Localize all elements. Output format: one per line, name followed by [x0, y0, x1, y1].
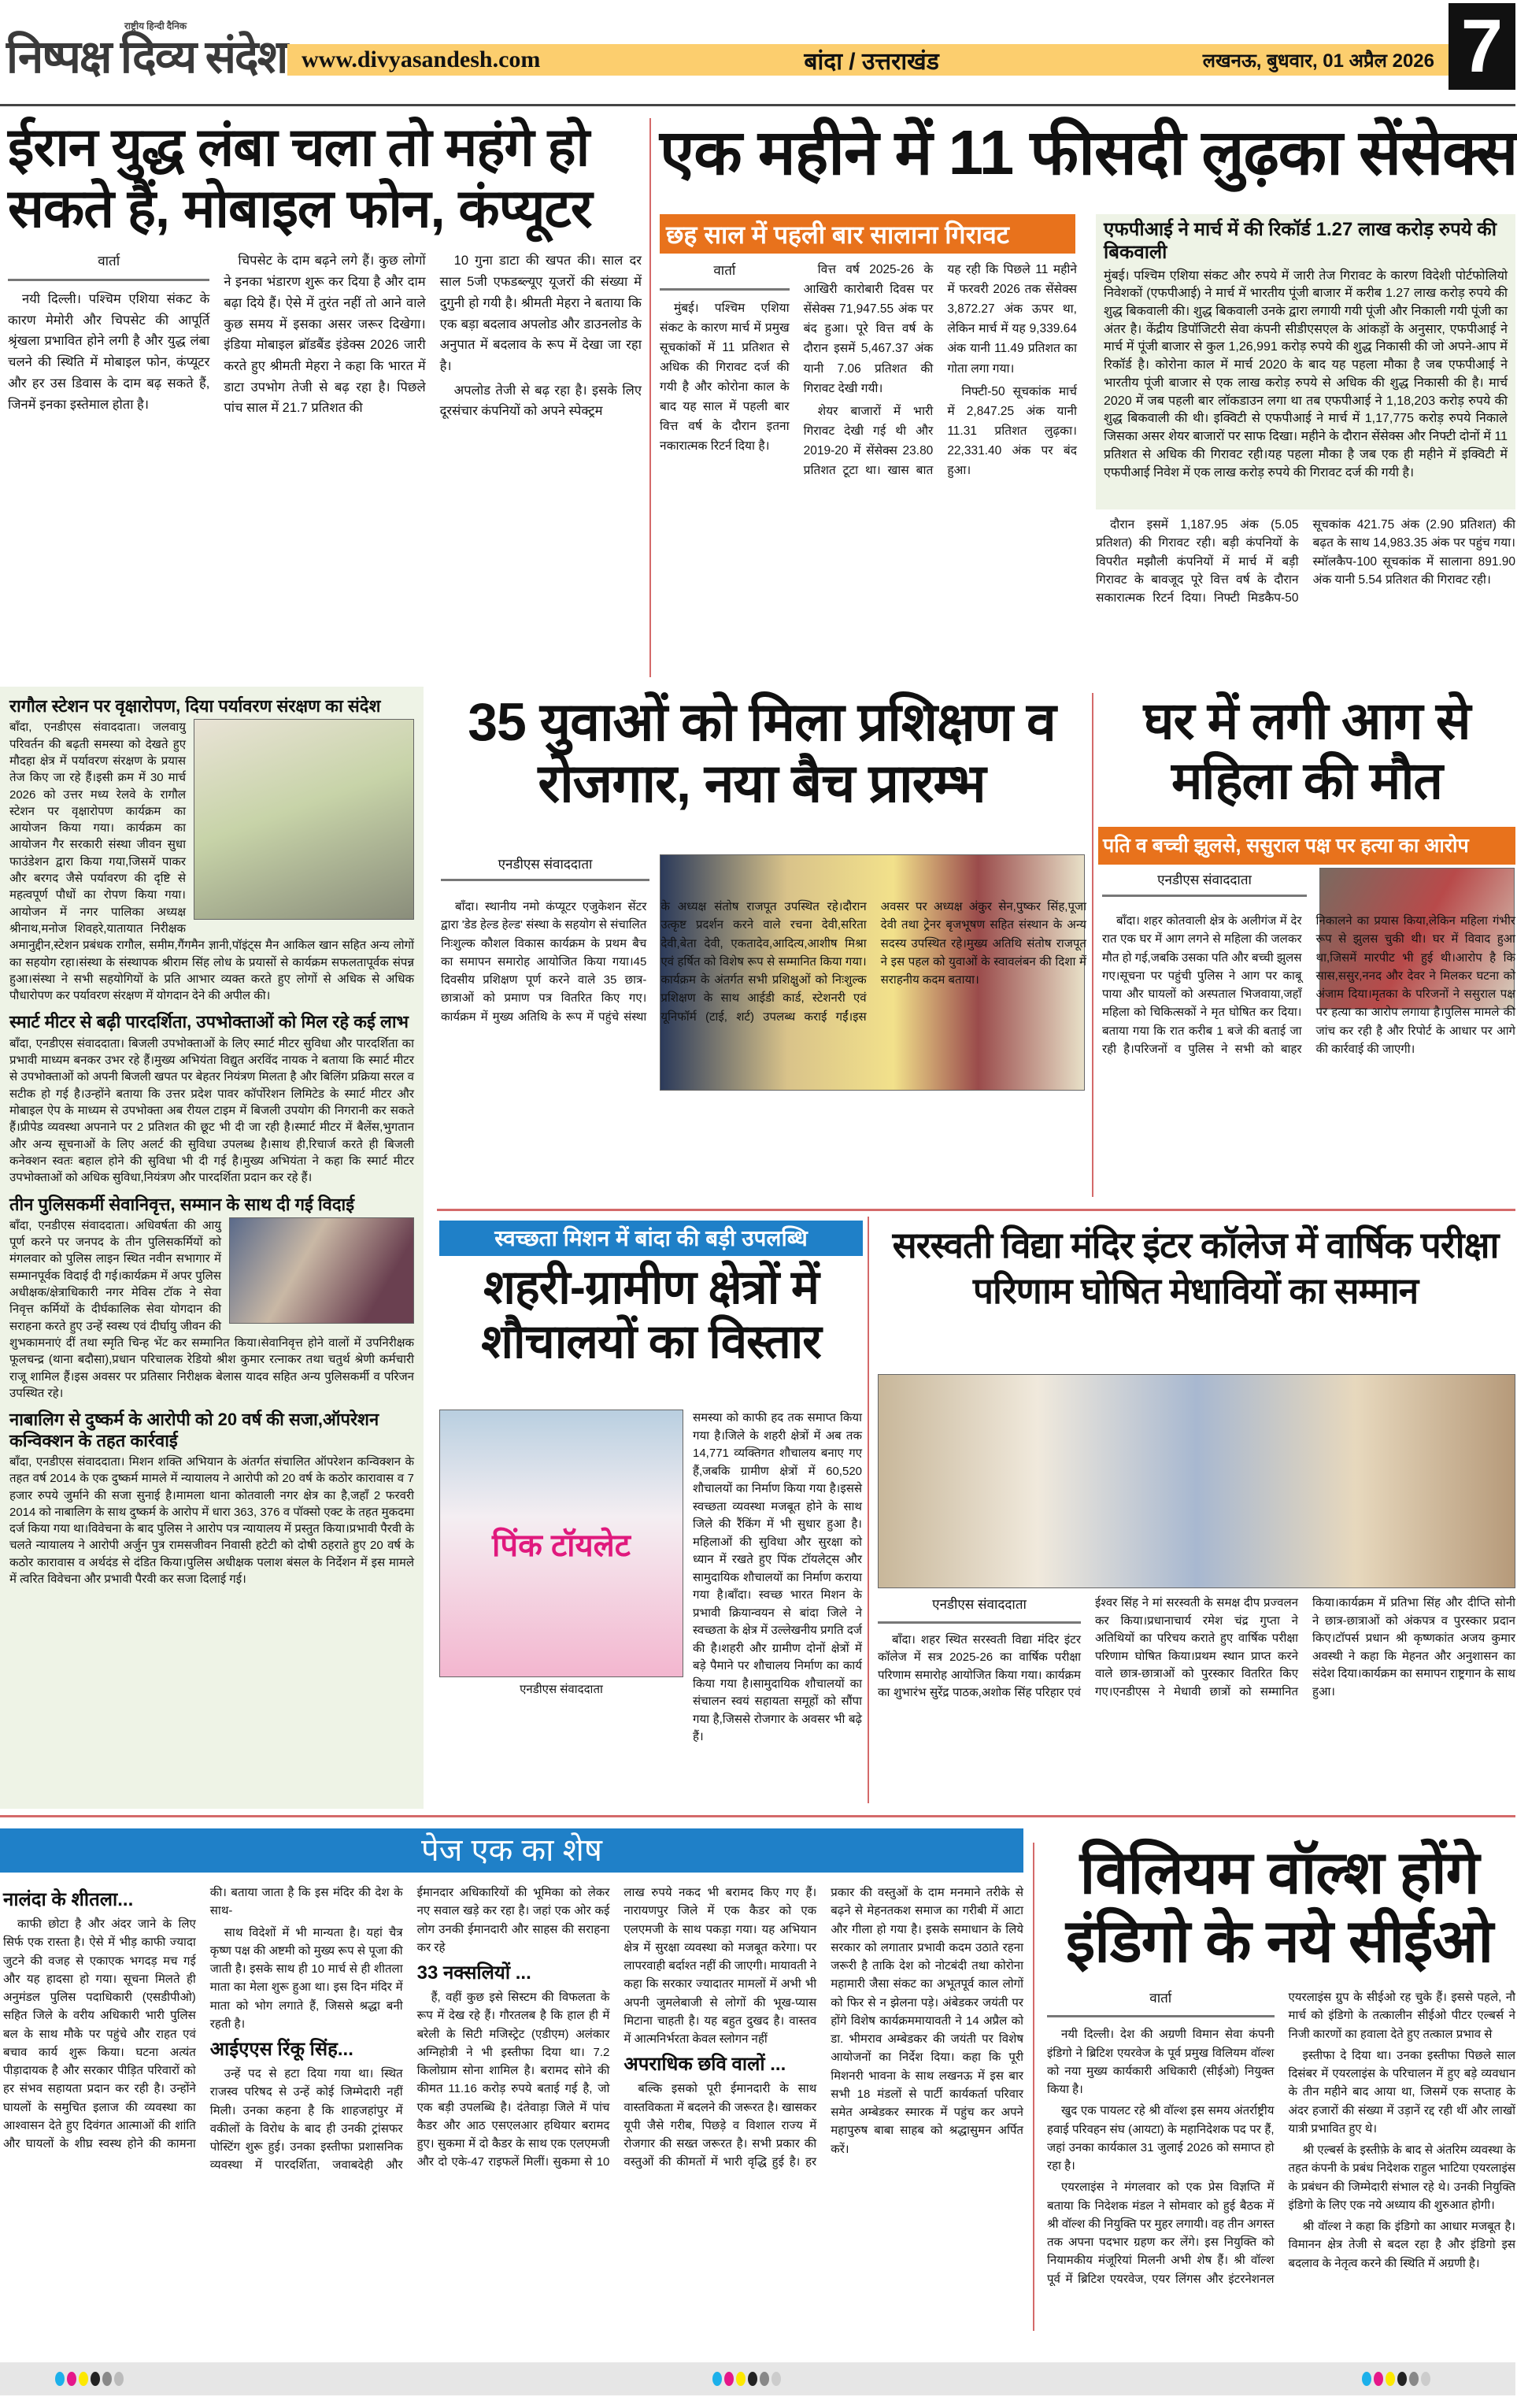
column-divider	[868, 1217, 869, 1803]
pocso-headline: नाबालिग से दुष्कर्म के आरोपी को 20 वर्ष की सजा,ऑपरेशन कन्विक्शन के तहत कार्रवाई	[9, 1410, 379, 1450]
logo-tagline: राष्ट्रीय हिन्दी दैनिक	[124, 20, 187, 31]
story-saraswati	[875, 1223, 1515, 1313]
dateline: लखनऊ, बुधवार, 01 अप्रैल 2026	[1202, 50, 1434, 72]
paragraph: काफी छोटा है और अंदर जाने के लिए सिर्फ एक रास्ता है। ऐसे में भीड़ काफी ज्यादा जुटने की वजह से एकाएक भगदड़ मच गई और यह हादसा हो गया। सूचना मिलते ही अनुमंडल पुलिस पदाधिकारी (एसडीपीओ) सहित जिले के वरीय अधिकारी भारी पुलिस बल के साथ मौके पर पहुंचे और राहत एवं बचाव कार्य शुरू किया। घटना अत्यंत पीड़ादायक है और सरकार पीड़ित परिवारों को हर संभव सहायता प्रदान कर रही है। उन्होंने घायलों के समुचित इलाज की व्यवस्था का आश्वासन देते हुए दिवंगत आत्माओं की शांति और घायलों के शीघ्र स्वस्थ होने की कामना की। बताया जाता है कि इस मंदिर की देश के साथ-	[3, 1886, 403, 2151]
byline: एनडीएस संवाददाता	[1102, 870, 1307, 897]
newspaper-logo	[6, 20, 287, 87]
tree-planting-photo	[194, 719, 414, 920]
paragraph: उन्हें पद से हटा दिया गया था। स्थित राजस्व परिषद से उन्हें कोई जिम्मेदारी नहीं मिली। उनका कहना है कि शाहजहांपुर में वकीलों के विरोध के बाद ही उनकी ट्रांसफर पोस्टिंग शुरू हुई। उनका इस्तीफा प्रशासनिक व्यवस्था में पारदर्शिता, जवाबदेही और ईमानदार अधिकारियों की भूमिका को लेकर नए सवाल खड़े कर रहा है। जहां एक ओर कई लोग उनकी ईमानदारी और साहस की सराहना कर रहे	[209, 1886, 610, 2173]
sensex-body	[660, 260, 1077, 677]
page-number: 7	[1449, 3, 1515, 90]
paragraph: नयी दिल्ली। पश्चिम एशिया संकट के कारण मेमोरी और चिपसेट की आपूर्ति श्रृंखला प्रभावित होने लगी है और युद्ध लंबा चलने की स्थिति में मोबाइल फोन, कंप्यूटर और हर उस डिवास के दाम बढ़ सकते हैं, जिनमें इनका इस्तेमाल होता है।	[8, 291, 210, 412]
photo-sign-text: पिंक टॉयलेट	[492, 1528, 631, 1563]
students-award-photo	[878, 1374, 1515, 1588]
headline: एक महीने में 11 फीसदी लुढ़का सेंसेक्स	[660, 117, 1517, 187]
sensex-subhead: छह साल में पहली बार सालाना गिरावट	[660, 214, 1075, 254]
ragaul-headline: रागौल स्टेशन पर वृक्षारोपण, दिया पर्यावरण संरक्षण का संदेश	[9, 696, 381, 716]
paragraph: 10 गुना डाटा की खपत की। साल दर साल 5जी एफडब्ल्यूए यूजरों की संख्या में दुगुनी हो गयी है। श्रीमती मेहरा ने बताया कि एक बड़ा बदलाव अपलोड और डाउनलोड के अनुपात में बदलाव के रूप में देखा जा रहा है।	[439, 254, 642, 373]
training-body	[441, 898, 1086, 1201]
training-body-col	[441, 854, 649, 889]
paragraph: चिपसेट के दाम बढ़ने लगे हैं। कुछ लोगों ने इनका भंडारण शुरू कर दिया है और दाम बढ़ा दिये हैं। ऐसे में तुरंत नहीं तो आने वाले कुछ समय में इसका असर जरूर दिखेगा। इंडिया मोबाइल ब्रॉडबैंड इंडेक्स 2026 जारी करते हुए श्रीमती मेहरा ने कहा कि भारत में डाटा उपभोग तेजी से बढ़ रहा है। पिछले पांच साल में 21.7 प्रतिशत की	[224, 254, 426, 416]
continued-banner: पेज एक का शेष	[0, 1828, 1023, 1873]
story-swachh	[439, 1260, 863, 1369]
section-divider	[0, 1815, 1515, 1817]
print-registration-bar	[0, 2362, 1515, 2395]
fire-subhead: पति व बच्ची झुलसे, ससुराल पक्ष पर हत्या का आरोप	[1098, 827, 1515, 865]
header-divider	[0, 104, 1515, 106]
paragraph: इस्तीफा दे दिया था। उनका इस्तीफा पिछले साल दिसंबर में एयरलाइंस के परिचालन में हुए बड़े व्यवधान के तीन महीने बाद आया था, जिसमें एक सप्ताह के अंदर हजारों की संख्या में उड़ानें रद्द रही थीं और लाखों यात्री प्रभावित हुए थे।	[1288, 2048, 1515, 2136]
byline: एनडीएस संवाददाता	[441, 854, 649, 881]
paragraph: बाँदा। स्थानीय नमो कंप्यूटर एजुकेशन सेंटर द्वारा 'डेड हेल्ड हेल्ड' संस्था के सहयोग से संचालित निःशुल्क कौशल विकास कार्यक्रम के प्रथम बैच का समापन समारोह आयोजित किया गया।45 दिवसीय प्रशिक्षण पूर्ण करने वाले 35 छात्र-छात्राओं को प्रमाण पत्र वितरित किए गए।कार्यक्रम में मुख्य अतिथि के रूप में पहुंचे संस्था के अध्यक्ष संतोष राजपूत उपस्थित रहे।दौरान उत्कृष्ट प्रदर्शन करने वाले रचना देवी,सरिता देवी,बेता देवी, एकतादेव,आदित्य,आशीष मिश्रा एवं हर्षित को विशेष रूप से सम्मानित किया गया।कार्यक्रम के अंतर्गत सभी प्रशिक्षुओं को निःशुल्क प्रशिक्षण के साथ आईडी कार्ड, स्टेशनरी एवं यूनिफॉर्म (टाई, शर्ट) उपलब्ध कराई गईं।इस अवसर पर अध्यक्ष अंकुर सेन,पुष्कर सिंह,पूजा देवी तथा ट्रेनर बृजभूषण सहित संस्थान के अन्य सदस्य उपस्थित रहे।मुख्य अतिथि संतोष राजपूत ने इस पहल को युवाओं के स्वावलंबन की दिशा में सराहनीय कदम बताया।	[441, 900, 1086, 1024]
farewell-photo	[229, 1217, 414, 1324]
smartmeter-body: बाँदा, एनडीएस संवाददाता। बिजली उपभोक्ताओं के लिए स्मार्ट मीटर सुविधा और पारदर्शिता का प्रभावी माध्यम बनकर उभर रहे हैं।मुख्य अभियंता विद्युत अरविंद नायक ने बताया कि स्मार्ट मीटर से उपभोक्ताओं को अपनी बिजली खपत पर बेहतर नियंत्रण मिलता है और बिलिंग प्रक्रिया सरल व सटीक हो गई है।उन्होंने बताया कि उत्तर प्रदेश पावर कॉर्पोरेशन लिमिटेड के स्मार्ट मीटर और मोबाइल ऐप के माध्यम से उपभोक्ता अब रीयल टाइम में बिजली उपयोग की निगरानी कर सकते हैं।प्रीपेड व्यवस्था अपनाने पर 2 प्रतिशत की छूट भी दी जा रही है।स्मार्ट मीटर में बैलेंस,भुगतान और अन्य सूचनाओं के लिए अलर्ट की सुविधा उपलब्ध है।साथ ही,रिचार्ज करते ही बिजली कनेक्शन स्वतः बहाल होने की सुविधा भी दी गई है।मुख्य अभियंता ने कहा कि स्मार्ट मीटर उपभोक्ताओं को अधिक सुविधा,नियंत्रण और पारदर्शिता प्रदान कर रहे हैं।	[9, 1036, 414, 1185]
website-link[interactable]: www.divyasandesh.com	[302, 46, 541, 72]
paragraph: अपलोड तेजी से बढ़ रहा है। इसके लिए दूरसंचार कंपनियों को अपने स्पेक्ट्रम	[439, 383, 642, 419]
byline: वार्ता	[660, 260, 790, 291]
headline: सरस्वती विद्या मंदिर इंटर कॉलेज में वार्षिक परीक्षा परिणाम घोषित मेधावियों का सम्मान	[892, 1224, 1499, 1311]
police-headline: तीन पुलिसकर्मी सेवानिवृत्त, सम्मान के साथ दी गई विदाई	[9, 1194, 355, 1214]
pink-toilet-photo	[439, 1410, 683, 1677]
subhead: अपराधिक छवि वालों ...	[623, 2054, 786, 2076]
column-divider	[1092, 693, 1093, 1197]
paragraph: निफ्टी-50 सूचकांक मार्च में 2,847.25 अंक यानी 11.31 प्रतिशत लुढ़का। 22,331.40 अंक पर बंद हुआ।	[947, 384, 1077, 478]
subhead: नालंदा के शीतला...	[3, 1889, 134, 1910]
fpi-extra	[1096, 516, 1515, 677]
column-divider	[1033, 1843, 1034, 2331]
saraswati-body	[878, 1595, 1515, 1803]
story-sensex	[660, 117, 1517, 189]
headline: शहरी-ग्रामीण क्षेत्रों में शौचालयों का विस्तार	[481, 1261, 821, 1368]
section-name: बांदा / उत्तराखंड	[804, 48, 939, 75]
fpi-body: मुंबई। पश्चिम एशिया संकट और रुपये में जारी तेज गिरावट के कारण विदेशी पोर्टफोलियो निवेशकों (एफपीआई) ने मार्च में भारतीय पूंजी बाजार में करीब 1.27 लाख करोड़ रुपये की शुद्ध बिकवाली की। शुद्ध बिकवाली उनके द्वारा लगायी गयी पूंजी और निकाली गयी पूंजी का अंतर है। केंद्रीय डिपॉजिटरी सेवा कंपनी सीडीएसएल के आंकड़ों के अनुसार, एफपीआई ने मार्च में पूंजी बाजार से कुल 1,26,991 करोड़ रुपये की शुद्ध निकासी की जो अपने-आप में रिकॉर्ड है। कोरोना काल में मार्च 2020 के बाद यह पहला मौका है जब एफपीआई ने भारतीय पूंजी बाजार से एक लाख करोड़ रुपये से अधिक की शुद्ध निकासी की है। मार्च 2020 में जब पहली बार लॉकडाउन लगा था तब एफपीआई ने 1,18,203 करोड़ रुपये की शुद्ध बिकवाली की थी। इक्विटी से एफपीआई ने मार्च में 1,17,775 करोड़ रुपये निकाले जिसका असर शेयर बाजारों पर साफ दिखा। महीने के दौरान सेंसेक्स और निफ्टी दोनों में 11 प्रतिशत से अधिक की गिरावट रही।यह पहला मौका है जब एक ही महीने में इक्विटी में एफपीआई निवेश में एक लाख करोड़ रुपये की गिरावट दर्ज की गयी है।	[1104, 269, 1508, 480]
cmyk-dots	[712, 2372, 781, 2386]
fpi-box	[1096, 214, 1515, 509]
paragraph: शेयर बाजारों में भारी गिरावट देखी गई थी और 2019-20 में सेंसेक्स 23.80 प्रतिशत टूटा था। खास बात यह रही कि पिछले 11 महीने में फरवरी 2026 तक सेंसेक्स 3,872.27 अंक ऊपर था, लेकिन मार्च में यह 9,339.64 अंक यानी 11.49 प्रतिशत का गोता लगा गया।	[803, 263, 1077, 478]
cmyk-dots	[1362, 2372, 1430, 2386]
story-training	[437, 691, 1086, 814]
paragraph: बाँदा। शहर स्थित सरस्वती विद्या मंदिर इंटर कॉलेज में सत्र 2025-26 का वार्षिक परीक्षा परिणाम समारोह आयोजित किया गया। कार्यक्रम का शुभारंभ सुरेंद्र पाठक,अशोक सिंह परिहार एवं ईश्वर सिंह ने मां सरस्वती के समक्ष दीप प्रज्वलन कर किया।प्रधानाचार्य रमेश चंद्र गुप्ता ने अतिथियों का परिचय कराते हुए वार्षिक परीक्षा परिणाम घोषित किया।प्रथम स्थान प्राप्त करने वाले छात्र-छात्राओं को पुरस्कार वितरित किए गए।एनडीएस ने मेधावी छात्रों को सम्मानित किया।कार्यक्रम में प्रतिभा सिंह और दीप्ति सोनी ने छात्र-छात्राओं को अंकपत्र व पुरस्कार प्रदान किए।टॉपर्स प्रधान श्री कृष्णकांत अजय कुमार अवस्थी ने कहा कि मेहनत और अनुशासन का संदेश दिया।कार्यक्रम का समापन राष्ट्रगान के साथ हुआ।	[878, 1596, 1515, 1699]
paragraph: एयरलाइंस ने मंगलवार को एक प्रेस विज्ञप्ति में बताया कि निदेशक मंडल ने सोमवार को हुई बैठक में श्री वॉल्श की नियुक्ति पर मुहर लगायी। वह तीन अगस्त तक अपना पदभार ग्रहण कर लेंगे। इस नियुक्ति को नियामकीय मंजूरियां मिलनी अभी शेष हैं। श्री वॉल्श पूर्व में ब्रिटिश एयरवेज, एयर लिंगस और इंटरनेशनल एयरलाइंस ग्रुप के सीईओ रह चुके हैं। इससे पहले, नौ मार्च को इंडिगो के तत्कालीन सीईओ पीटर एल्बर्स ने निजी कारणों का हवाला देते हुए तत्काल प्रभाव से	[1047, 1991, 1515, 2286]
column-divider	[649, 118, 651, 677]
headline: ईरान युद्ध लंबा चला तो महंगे हो सकते हैं, मोबाइल फोन, कंप्यूटर	[8, 117, 592, 239]
newspaper-name: निष्पक्ष दिव्य संदेश	[6, 31, 287, 83]
headline: विलियम वॉल्श होंगे इंडिगो के नये सीईओ	[1065, 1839, 1493, 1976]
paragraph: नयी दिल्ली। देश की अग्रणी विमान सेवा कंपनी इंडिगो ने ब्रिटिश एयरवेज के पूर्व प्रमुख विलियम वॉल्श को नया मुख्य कार्यकारी अधिकारी (सीईओ) नियुक्त किया है।	[1047, 2028, 1275, 2097]
story-iran	[8, 117, 642, 644]
fire-byline-wrap	[1102, 870, 1307, 905]
story-walsh	[1043, 1839, 1515, 1976]
subhead: आईएएस रिंकू सिंह...	[209, 2039, 353, 2060]
photo-caption: एनडीएस संवाददाता	[520, 1683, 603, 1696]
swachh-banner: स्वच्छता मिशन में बांदा की बड़ी उपलब्धि	[439, 1221, 863, 1256]
paragraph: हैं, वहीं कुछ इसे सिस्टम की विफलता के रूप में देख रहे हैं। गौरतलब है कि हाल ही में बरेली के सिटी मजिस्ट्रेट (एडीएम) अलंकार अग्निहोत्री ने भी इस्तीफा दिया था। 7.2 किलोग्राम सोना शामिल है। बरामद सोने की कीमत 11.16 करोड़ रुपये बताई गई है, जो एक बड़ी उपलब्धि है। दंतेवाड़ा जिले में पांच कैडर और आठ एसएलआर हथियार बरामद हुए। सुकमा में दो कैडर के साथ एक एलएमजी और दो एके-47 राइफलें मिलीं। सुकमा से 10 लाख रुपये नकद भी बरामद किए गए हैं। नारायणपुर जिले में एक कैडर को एक एलएमजी के साथ पकड़ा गया। यह अभियान क्षेत्र में सुरक्षा व्यवस्था को मजबूत करेगा। पर लापरवाही बर्दाश्त नहीं की जाएगी। मायावती ने कहा कि सरकार ज्यादातर मामलों में अभी भी अपनी जुमलेबाजी से लोगों की भूख-प्यास मिटाना चाहती है। यह बहुत दुखद है। वास्तव में आत्मनिर्भरता केवल स्लोगन नहीं	[416, 1886, 817, 2169]
paragraph: दौरान इसमें 1,187.95 अंक (5.05 प्रतिशत) की गिरावट रही। बड़ी कंपनियों के विपरीत मझौली कंपनियों में मार्च में बड़ी गिरावट के बावजूद पूरे वित्त वर्ष के दौरान सकारात्मक रिटर्न दिया। निफ्टी मिडकैप-50 सूचकांक 421.75 अंक (2.90 प्रतिशत) की बढ़त के साथ 14,983.35 अंक पर पहुंच गया। स्मॉलकैप-100 सूचकांक में सालाना 891.90 अंक यानी 5.54 प्रतिशत की गिरावट रही।	[1096, 518, 1515, 605]
header-bar	[287, 44, 1449, 76]
continued-body	[3, 1884, 1023, 2332]
paragraph: साथ विदेशों में भी मान्यता है। यहां चैत्र कृष्ण पक्ष की अष्टमी को मुख्य रूप से पूजा की जाती है। इसके साथ ही 10 मार्च से ही शीतला माता का मेला शुरू हुआ था। इस दिन मंदिर में माता को भोग लगाते हैं, जिससे श्रद्धा बनी रहती है।	[209, 1925, 403, 2031]
cmyk-dots	[55, 2372, 124, 2386]
walsh-body	[1047, 1988, 1515, 2335]
headline: 35 युवाओं को मिला प्रशिक्षण व रोजगार, नया बैच प्रारम्भ	[468, 692, 1056, 814]
byline: एनडीएस संवाददाता	[878, 1595, 1081, 1624]
pocso-body: बाँदा, एनडीएस संवाददाता। मिशन शक्ति अभियान के अंतर्गत संचालित ऑपरेशन कन्विक्शन के तहत वर्ष 2014 के एक दुष्कर्म मामले में न्यायालय ने आरोपी को 20 वर्ष के कठोर कारावास व 7 हजार रुपये जुर्माने की सजा सुनाई है।मामला थाना कोतवाली नगर क्षेत्र का है,जहाँ 2 फरवरी 2014 को नाबालिग के साथ दुष्कर्म के आरोप में धारा 363, 376 व पॉक्सो एक्ट के तहत मुकदमा दर्ज किया गया था।विवेचना के बाद पुलिस ने आरोप पत्र न्यायालय में प्रस्तुत किया।प्रभावी पैरवी के चलते न्यायालय ने आरोपी अर्जुन पुत्र रामसजीवन निवासी हटेटी को दोषी ठहराते हुए 20 वर्ष के कठोर कारावास व अर्थदंड से दंडित किया।पुलिस अधीक्षक पलाश बंसल के निर्देशन में इस मामले में त्वरित विवेचना और प्रभावी पैरवी कर सजा दिलाई गई।	[9, 1454, 414, 1587]
paragraph: बल्कि इसको पूरी ईमानदारी के साथ वास्तविकता में बदलने की जरूरत है। खासकर यूपी जैसे गरीब, पिछड़े व विशाल राज्य में रोजगार की सख्त जरूरत है। सभी प्रकार की वस्तुओं की कीमतों में भारी वृद्धि हुई है। हर प्रकार की वस्तुओं के दाम मनमाने तरीके से बढ़ने से मेहनतकश समाज का गरीबी में आटा और गीला हो गया है। इसके समाधान के लिये सरकार को लगातार प्रभावी कदम उठाते रहना जरूरी है ताकि देश को नोटबंदी तथा कोरोना महामारी जैसा संकट का अभूतपूर्व काल लोगों को फिर से न झेलना पड़े। अंबेडकर जयंती पर होंगे विशेष कार्यक्रममायावती ने 14 अप्रैल को डा. भीमराव अम्बेडकर की जयंती पर विशेष आयोजनों का निर्देश दिया। कहा कि पूरी मिशनरी भावना के साथ लखनऊ में इस बार सभी 18 मंडलों से पार्टी कार्यकर्ता परिवार समेत अम्बेडकर स्मारक में पहुंच कर अपने महापुरुष बाबा साहब को श्रद्धासुमन अर्पित करें।	[623, 1886, 1023, 2169]
fire-body	[1102, 912, 1515, 1199]
subhead: 33 नक्सलियों ...	[416, 1962, 531, 1984]
paragraph: मुंबई। पश्चिम एशिया संकट के कारण मार्च में प्रमुख सूचकांकों में 11 प्रतिशत से अधिक की गिरावट दर्ज की गयी है और कोरोना काल के बाद यह साल में पहली बार वित्त वर्ष के दौरान इतना नकारात्मक रिटर्न दिया है।	[660, 301, 790, 454]
fpi-headline: एफपीआई ने मार्च में की रिकॉर्ड 1.27 लाख करोड़ रुपये की बिकवाली	[1104, 219, 1497, 263]
paragraph: बाँदा। शहर कोतवाली क्षेत्र के अलीगंज में देर रात एक घर में आग लगने से महिला की जलकर मौत हो गई,जबकि उसका पति और बच्ची झुलस गए।सूचना पर पहुंची पुलिस ने आग पर काबू पाया और घायलों को अस्पताल भिजवाया,जहाँ महिला को चिकित्सकों ने मृत घोषित कर दिया।बताया गया कि रात करीब 1 बजे की बताई जा रही है।परिजनों व पुलिस ने सभी को बाहर निकालने का प्रयास किया,लेकिन महिला गंभीर रूप से झुलस चुकी थी। घर में विवाद हुआ था,जिसमें मारपीट भी हुई थी।आरोप है कि सास,ससुर,ननद और देवर ने मिलकर घटना को अंजाम दिया।मृतका के परिजनों ने ससुराल पक्ष पर हत्या का आरोप लगाया है।पुलिस मामले की जांच कर रही है और रिपोर्ट के आधार पर आगे की कार्रवाई की जाएगी।	[1102, 914, 1515, 1056]
swachh-body: समस्या को काफी हद तक समाप्त किया गया है।जिले के शहरी क्षेत्रों में अब तक 14,771 व्यक्तिगत शौचालय बनाए गए हैं,जबकि ग्रामीण क्षेत्रों में 60,520 शौचालयों का निर्माण किया गया है।इससे स्वच्छता व्यवस्था मजबूत होने के साथ जिले की रैंकिंग में भी सुधार हुआ है।महिलाओं की सुविधा और सुरक्षा को ध्यान में रखते हुए पिंक टॉयलेट्स और सामुदायिक शौचालयों का निर्माण कराया गया है।बाँदा। स्वच्छ भारत मिशन के प्रभावी क्रियान्वयन से बांदा जिले ने स्वच्छता के क्षेत्र में उल्लेखनीय प्रगति दर्ज की है।शहरी और ग्रामीण दोनों क्षेत्रों में बड़े पैमाने पर शौचालय निर्माण का कार्य किया गया है।सामुदायिक शौचालयों का संचालन स्वयं सहायता समूहों को सौंपा गया है,जिससे रोजगार के अवसर भी बढ़े हैं।	[693, 1411, 862, 1743]
byline: वार्ता	[8, 250, 209, 281]
smartmeter-headline: स्मार्ट मीटर से बढ़ी पारदर्शिता, उपभोक्ताओं को मिल रहे कई लाभ	[9, 1012, 409, 1032]
paragraph: वित्त वर्ष 2025-26 के आखिरी कारोबारी दिवस पर सेंसेक्स 71,947.55 अंक पर बंद हुआ। पूरे वित्त वर्ष के दौरान इसमें 5,467.37 अंक यानी 7.06 प्रतिशत की गिरावट देखी गयी।	[803, 263, 934, 395]
paragraph: श्री एल्बर्स के इस्तीफ़े के बाद से अंतरिम व्यवस्था के तहत कंपनी के प्रबंध निदेशक राहुल भाटिया एयरलाइंस के प्रबंधन की जिम्मेदारी संभाल रहे थे। उनकी नियुक्ति इंडिगो के लिए एक नये अध्याय की शुरुआत होगी।	[1288, 2143, 1515, 2212]
police-body: बाँदा, एनडीएस संवाददाता। अधिवर्षता की आयु पूर्ण करने पर जनपद के तीन पुलिसकर्मियों को मंगलवार को पुलिस लाइन स्थित नवीन सभागार में सम्मानपूर्वक विदाई दी गई।कार्यक्रम में अपर पुलिस अधीक्षक/क्षेत्राधिकारी नगर मेविस टॉक ने सेवा निवृत्त कर्मियों के दीर्घकालिक सेवा योगदान की सराहना करते हुए उन्हें स्वस्थ एवं दीर्घायु जीवन की शुभकामनाएं दीं तथा स्मृति चिन्ह भेंट कर सम्मानित किया।सेवानिवृत्त होने वालों में उपनिरीक्षक फूलचन्द्र (थाना बदौसा),प्रधान परिचालक रेडियो श्रीश कुमार रत्नाकर तथा चतुर्थ श्रेणी कर्मचारी राजू शामिल हैं।इस अवसर पर प्रतिसार निरीक्षक बेलास यादव सहित अन्य पुलिसकर्मी व परिजन उपस्थित रहे।	[9, 1218, 414, 1400]
story-fire	[1098, 691, 1515, 811]
paragraph: श्री वॉल्श ने कहा कि इंडिगो का आधार मजबूत है। विमानन क्षेत्र तेजी से बदल रहा है और इंडिगो इस बदलाव के नेतृत्व करने की स्थिति में अग्रणी है।	[1288, 2220, 1515, 2270]
paragraph: खुद एक पायलट रहे श्री वॉल्श इस समय अंतर्राष्ट्रीय हवाई परिवहन संघ (आयटा) के महानिदेशक पद पर हैं, जहां उनका कार्यकाल 31 जुलाई 2026 को समाप्त हो रहा है।	[1047, 2104, 1275, 2173]
headline: घर में लगी आग से महिला की मौत	[1143, 691, 1471, 809]
left-news-column	[0, 687, 424, 1809]
byline: वार्ता	[1047, 1988, 1275, 2017]
ragaul-body: बाँदा, एनडीएस संवाददाता। जलवायु परिवर्तन की बढ़ती समस्या को देखते हुए मौदहा क्षेत्र में पर्यावरण संरक्षण के प्रयास तेज किए जा रहे हैं।इसी क्रम में 30 मार्च 2026 को उत्तर मध्य रेलवे के रागौल स्टेशन पर वृक्षारोपण कार्यक्रम का आयोजन किया गया। कार्यक्रम का आयोजन गैर सरकारी संस्था जीवन सुधा फाउंडेशन द्वारा किया गया,जिसमें पाकर और बरगद जैसे पर्यावरण की दृष्टि से महत्वपूर्ण पौधों का रोपण किया गया।आयोजन में नगर पालिका अध्यक्ष श्रीनाथ,मनोज शिवहरे,यातायात निरीक्षक अमानुद्दीन,स्टेशन प्रबंधक रागौल, समीम,गैंगमैन ज्ञानी,पॉइंट्स मैन आकिल खान सहित अन्य लोगों का सहयोग रहा।संस्था के संस्थापक श्रीराम सिंह लोध के प्रयासों से कार्यक्रम सफलतापूर्वक संपन्न हुआ।संस्था ने सभी सहयोगियों के प्रति आभार व्यक्त करते हुए लोगों से अधिक से अधिक पौधारोपण कर पर्यावरण संरक्षण में योगदान देने की अपील की।	[9, 721, 414, 1003]
section-divider	[437, 1209, 1515, 1211]
